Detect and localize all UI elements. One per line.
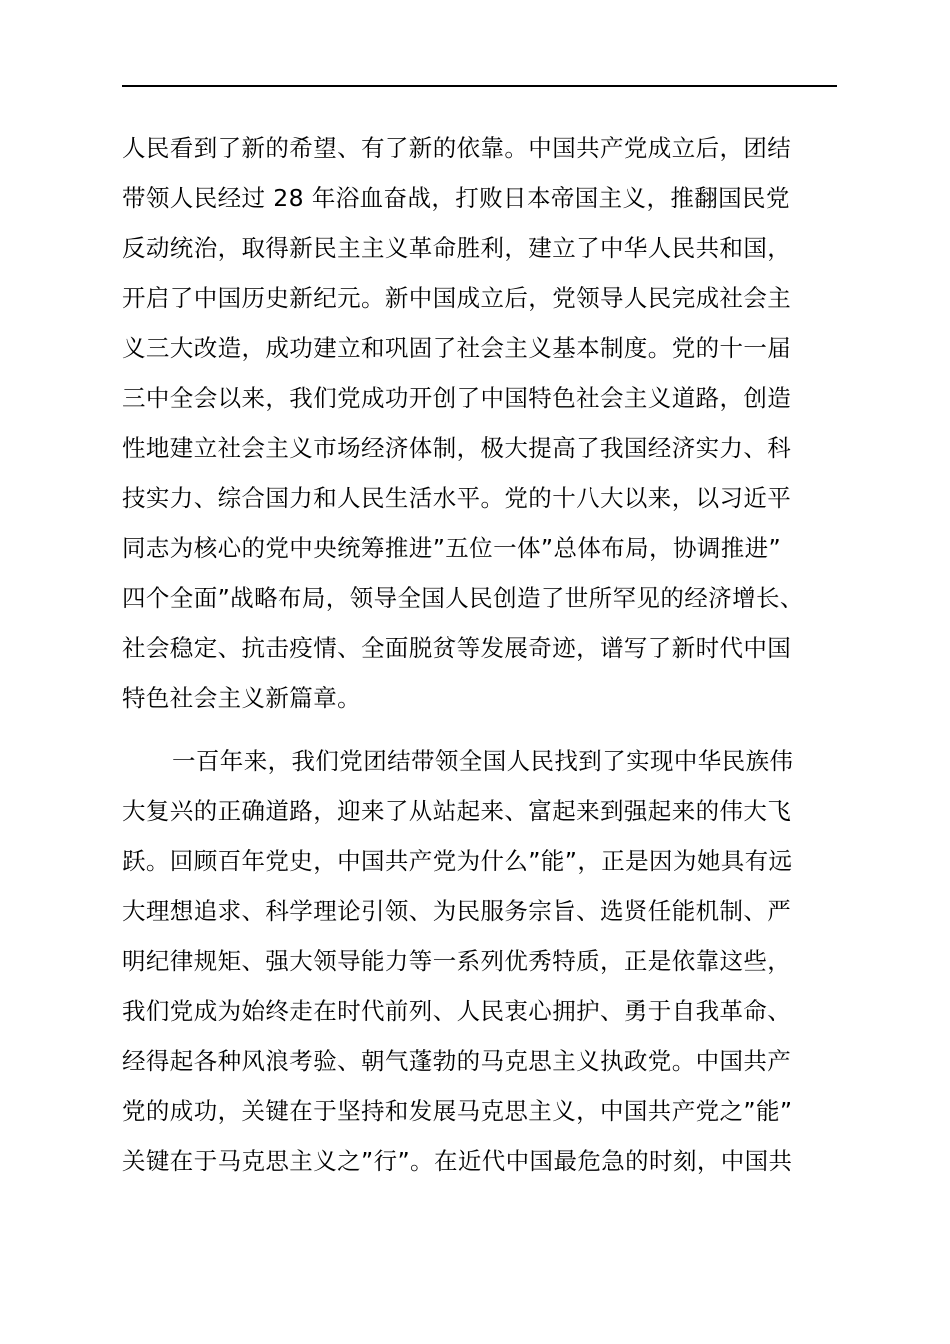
- paragraph-2-line-5: 明纪律规矩、强大领导能力等一系列优秀特质，正是依靠这些，: [122, 947, 792, 975]
- header-rule: [122, 85, 837, 87]
- paragraph-2-line-7: 经得起各种风浪考验、朝气蓬勃的马克思主义执政党。中国共产: [122, 1047, 792, 1075]
- paragraph-1-line-11: 社会稳定、抗击疫情、全面脱贫等发展奇迹，谱写了新时代中国: [122, 634, 792, 662]
- paragraph-1-line-2: 带领人民经过 28 年浴血奋战，打败日本帝国主义，推翻国民党: [122, 184, 790, 212]
- paragraph-2-line-3: 跃。回顾百年党史，中国共产党为什么”能”，正是因为她具有远: [122, 847, 793, 875]
- paragraph-1-line-10: 四个全面”战略布局，领导全国人民创造了世所罕见的经济增长、: [122, 584, 804, 612]
- paragraph-1-line-9: 同志为核心的党中央统筹推进”五位一体”总体布局，协调推进”: [122, 534, 782, 562]
- paragraph-1-line-4: 开启了中国历史新纪元。新中国成立后，党领导人民完成社会主: [122, 284, 792, 312]
- paragraph-1-line-1: 人民看到了新的希望、有了新的依靠。中国共产党成立后，团结: [122, 134, 792, 162]
- paragraph-2-line-2: 大复兴的正确道路，迎来了从站起来、富起来到强起来的伟大飞: [122, 797, 792, 825]
- paragraph-1-line-5: 义三大改造，成功建立和巩固了社会主义基本制度。党的十一届: [122, 334, 792, 362]
- paragraph-2-line-4: 大理想追求、科学理论引领、为民服务宗旨、选贤任能机制、严: [122, 897, 792, 925]
- paragraph-2-line-1: 一百年来，我们党团结带领全国人民找到了实现中华民族伟: [172, 747, 794, 775]
- paragraph-1-line-3: 反动统治，取得新民主主义革命胜利，建立了中华人民共和国，: [122, 234, 792, 262]
- paragraph-1-line-7: 性地建立社会主义市场经济体制，极大提高了我国经济实力、科: [122, 434, 792, 462]
- paragraph-1-line-12: 特色社会主义新篇章。: [122, 684, 361, 712]
- paragraph-2-line-6: 我们党成为始终走在时代前列、人民衷心拥护、勇于自我革命、: [122, 997, 792, 1025]
- paragraph-2-line-8: 党的成功，关键在于坚持和发展马克思主义，中国共产党之”能”: [122, 1097, 793, 1125]
- paragraph-1-line-6: 三中全会以来，我们党成功开创了中国特色社会主义道路，创造: [122, 384, 792, 412]
- paragraph-2-line-9: 关键在于马克思主义之”行”。在近代中国最危急的时刻，中国共: [122, 1147, 793, 1175]
- paragraph-1-line-8: 技实力、综合国力和人民生活水平。党的十八大以来，以习近平: [122, 484, 792, 512]
